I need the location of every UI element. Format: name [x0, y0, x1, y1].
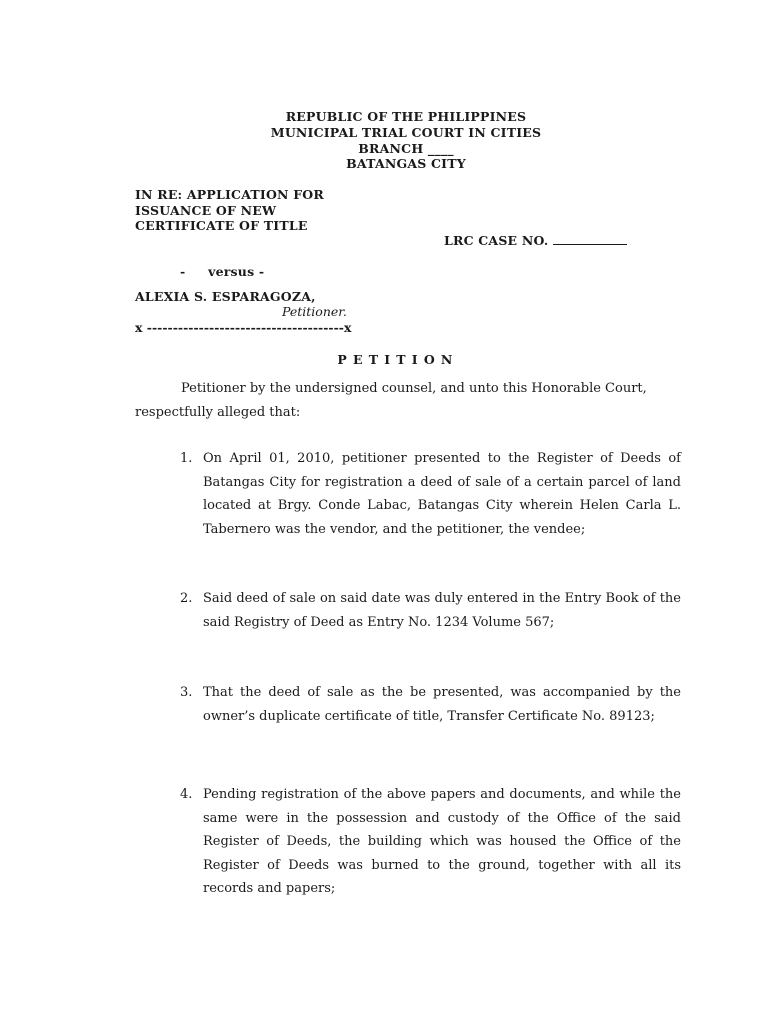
allegation-text: Said deed of sale on said date was duly entered in the Entry Book of the said Registry of Deed as Entry No. 1234 Volume 567;	[203, 591, 681, 630]
allegation-number: 3.	[180, 685, 193, 700]
intro-paragraph: Petitioner by the undersigned counsel, and unto this Honorable Court, respectfully alleged that:	[135, 381, 647, 420]
allegation-text: That the deed of sale as the be presented, was accompanied by the owner’s duplicate certificate of title, Transfer Certificate No. 89123;	[203, 685, 681, 724]
header-city: BATANGAS CITY	[346, 156, 466, 171]
header-branch: BRANCH ____	[358, 141, 454, 156]
caption-party-name: ALEXIA S. ESPARAGOZA,	[135, 289, 316, 304]
allegation-number: 4.	[180, 787, 193, 802]
caption-party-role: Petitioner.	[282, 304, 347, 319]
case-number-blank	[553, 233, 627, 245]
allegation-text: Pending registration of the above papers and documents, and while the same were in the possession and custody of the Office of the said Register of Deeds, the building which was housed the Office of the Register of Deeds was burned to the ground, together with all its records and papers;	[203, 787, 681, 896]
caption-separator: x --------------------------------------x	[135, 320, 352, 335]
header-court: MUNICIPAL TRIAL COURT IN CITIES	[270, 125, 542, 140]
caption-in-re-line1: IN RE: APPLICATION FOR	[135, 187, 324, 202]
case-number-label: LRC CASE NO.	[444, 233, 549, 248]
case-number	[444, 233, 627, 248]
caption-in-re-line3: CERTIFICATE OF TITLE	[135, 218, 308, 233]
allegation-number: 1.	[180, 451, 193, 466]
caption-versus: - versus -	[180, 264, 265, 279]
allegation-number: 2.	[180, 591, 193, 606]
allegation-text: On April 01, 2010, petitioner presented to the Register of Deeds of Batangas City for registration a deed of sale of a certain parcel of land located at Brgy. Conde Labac, Batangas City wherein Helen Carla L. Tabernero was the vendor, and the petitioner, the vendee;	[203, 451, 681, 537]
header-republic: REPUBLIC OF THE PHILIPPINES	[285, 109, 527, 124]
document-title: PETITION	[337, 352, 459, 367]
caption-in-re-line2: ISSUANCE OF NEW	[135, 203, 277, 218]
